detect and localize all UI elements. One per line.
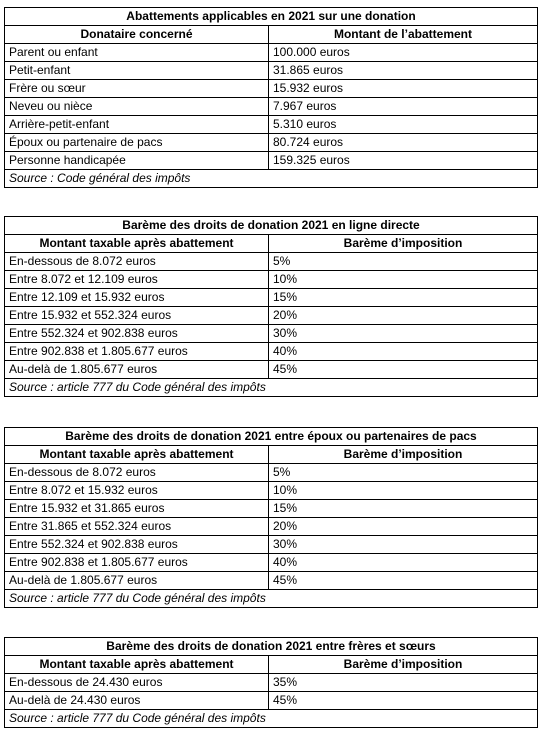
cell: Arrière-petit-enfant [5, 116, 269, 134]
table-row [5, 554, 538, 572]
cell: 45% [269, 361, 538, 379]
table-title: Barème des droits de donation 2021 en ligne directe [5, 217, 538, 235]
column-header: Barème d’imposition [269, 446, 538, 464]
table-title: Abattements applicables en 2021 sur une donation [5, 8, 538, 26]
cell: Entre 15.932 et 31.865 euros [5, 500, 269, 518]
cell: Petit-enfant [5, 62, 269, 80]
cell: 15% [269, 289, 538, 307]
column-header: Barème d’imposition [269, 235, 538, 253]
table-row [5, 518, 538, 536]
table-row [5, 361, 538, 379]
table-row [5, 536, 538, 554]
cell: 20% [269, 307, 538, 325]
column-header: Barème d’imposition [269, 656, 538, 674]
column-header: Montant de l’abattement [269, 26, 538, 44]
source-note: Source : article 777 du Code général des impôts [5, 590, 538, 608]
table-title: Barème des droits de donation 2021 entre époux ou partenaires de pacs [5, 428, 538, 446]
cell: En-dessous de 24.430 euros [5, 674, 269, 692]
cell: Au-delà de 1.805.677 euros [5, 572, 269, 590]
cell: 30% [269, 536, 538, 554]
table-row [5, 62, 538, 80]
cell: 40% [269, 554, 538, 572]
table-row [5, 500, 538, 518]
cell: 10% [269, 271, 538, 289]
cell: 15.932 euros [269, 80, 538, 98]
cell: Entre 8.072 et 15.932 euros [5, 482, 269, 500]
table-row [5, 271, 538, 289]
source-note: Source : Code général des impôts [5, 170, 538, 188]
cell: Entre 31.865 et 552.324 euros [5, 518, 269, 536]
column-header: Montant taxable après abattement [5, 656, 269, 674]
cell: 7.967 euros [269, 98, 538, 116]
cell: Frère ou sœur [5, 80, 269, 98]
cell: 20% [269, 518, 538, 536]
table-row [5, 692, 538, 710]
cell: Personne handicapée [5, 152, 269, 170]
cell: 5% [269, 464, 538, 482]
table-row [5, 674, 538, 692]
table-row [5, 152, 538, 170]
cell: 31.865 euros [269, 62, 538, 80]
table-row [5, 253, 538, 271]
column-header: Montant taxable après abattement [5, 446, 269, 464]
table-row [5, 98, 538, 116]
cell: Entre 552.324 et 902.838 euros [5, 325, 269, 343]
table-row [5, 482, 538, 500]
cell: Entre 902.838 et 1.805.677 euros [5, 343, 269, 361]
cell: 40% [269, 343, 538, 361]
table-row [5, 307, 538, 325]
source-note: Source : article 777 du Code général des impôts [5, 379, 538, 397]
table-row [5, 289, 538, 307]
table-row [5, 464, 538, 482]
cell: 5% [269, 253, 538, 271]
column-header: Donataire concerné [5, 26, 269, 44]
cell: 45% [269, 692, 538, 710]
table-row [5, 343, 538, 361]
cell: Entre 8.072 et 12.109 euros [5, 271, 269, 289]
cell: Époux ou partenaire de pacs [5, 134, 269, 152]
cell: Au-delà de 24.430 euros [5, 692, 269, 710]
cell: 30% [269, 325, 538, 343]
cell: 10% [269, 482, 538, 500]
cell: En-dessous de 8.072 euros [5, 464, 269, 482]
direct-line-rates-table [4, 216, 538, 397]
column-header: Montant taxable après abattement [5, 235, 269, 253]
table-row [5, 80, 538, 98]
cell: En-dessous de 8.072 euros [5, 253, 269, 271]
cell: 15% [269, 500, 538, 518]
cell: Entre 552.324 et 902.838 euros [5, 536, 269, 554]
table-row [5, 44, 538, 62]
cell: 5.310 euros [269, 116, 538, 134]
cell: Neveu ou nièce [5, 98, 269, 116]
cell: Entre 15.932 et 552.324 euros [5, 307, 269, 325]
table-row [5, 134, 538, 152]
cell: 159.325 euros [269, 152, 538, 170]
cell: 35% [269, 674, 538, 692]
cell: Au-delà de 1.805.677 euros [5, 361, 269, 379]
cell: 45% [269, 572, 538, 590]
siblings-rates-table [4, 637, 538, 728]
table-row [5, 325, 538, 343]
cell: Parent ou enfant [5, 44, 269, 62]
cell: Entre 902.838 et 1.805.677 euros [5, 554, 269, 572]
cell: 80.724 euros [269, 134, 538, 152]
table-row [5, 572, 538, 590]
table-title: Barème des droits de donation 2021 entre frères et sœurs [5, 638, 538, 656]
allowances-table [4, 7, 538, 188]
table-row [5, 116, 538, 134]
cell: Entre 12.109 et 15.932 euros [5, 289, 269, 307]
source-note: Source : article 777 du Code général des impôts [5, 710, 538, 728]
spouses-rates-table [4, 427, 538, 608]
cell: 100.000 euros [269, 44, 538, 62]
